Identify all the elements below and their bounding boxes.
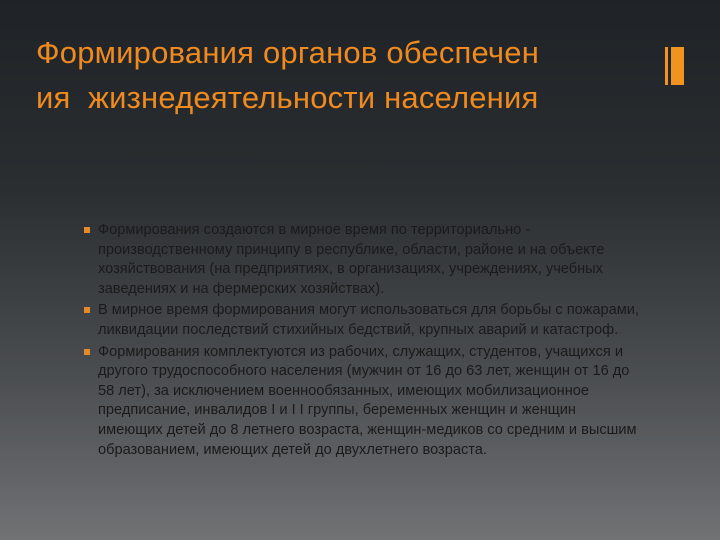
bullet-text-2: В мирное время формирования могут использоваться для борьбы с пожарами, ликвидации последствий стихийных бедствий, крупных аварий и катастроф.: [98, 302, 639, 338]
square-bullet-icon: [84, 307, 90, 313]
bullet-text-3: Формирования комплектуются из рабочих, служащих, студентов, учащихся и другого трудоспособного населения (мужчин от 16 до 63 лет, женщин от 16 до 58 лет), за исключением военнообязанных, имеющих мобилизационное предписание, инвалидов I и I I группы, беременных женщин и женщин имеющих детей до 8 летнего возраста, женщин-медиков со средним и высшим образованием, имеющих детей до двухлетнего возраста.: [98, 343, 637, 458]
slide-title: [36, 30, 646, 120]
corner-bars-icon: [665, 47, 685, 85]
corner-bar-thick: [671, 47, 684, 85]
square-bullet-icon: [84, 227, 90, 233]
corner-bar-thin: [665, 47, 668, 85]
square-bullet-icon: [84, 349, 90, 355]
bullet-item-3: [84, 343, 644, 461]
bullet-list: [84, 221, 644, 462]
bullet-item-2: [84, 301, 644, 340]
slide-title-line-2: ия жизнедеятельности населения: [36, 80, 539, 115]
slide-title-line-1: Формирования органов обеспечен: [36, 35, 540, 70]
bullet-item-1: [84, 221, 644, 299]
bullet-text-1: Формирования создаются в мирное время по территориально - производственному принципу в республике, области, районе и на объекте хозяйствования (на предприятиях, в организациях, учреждениях, учебных заведениях и на фермерских хозяйствах).: [98, 222, 605, 297]
